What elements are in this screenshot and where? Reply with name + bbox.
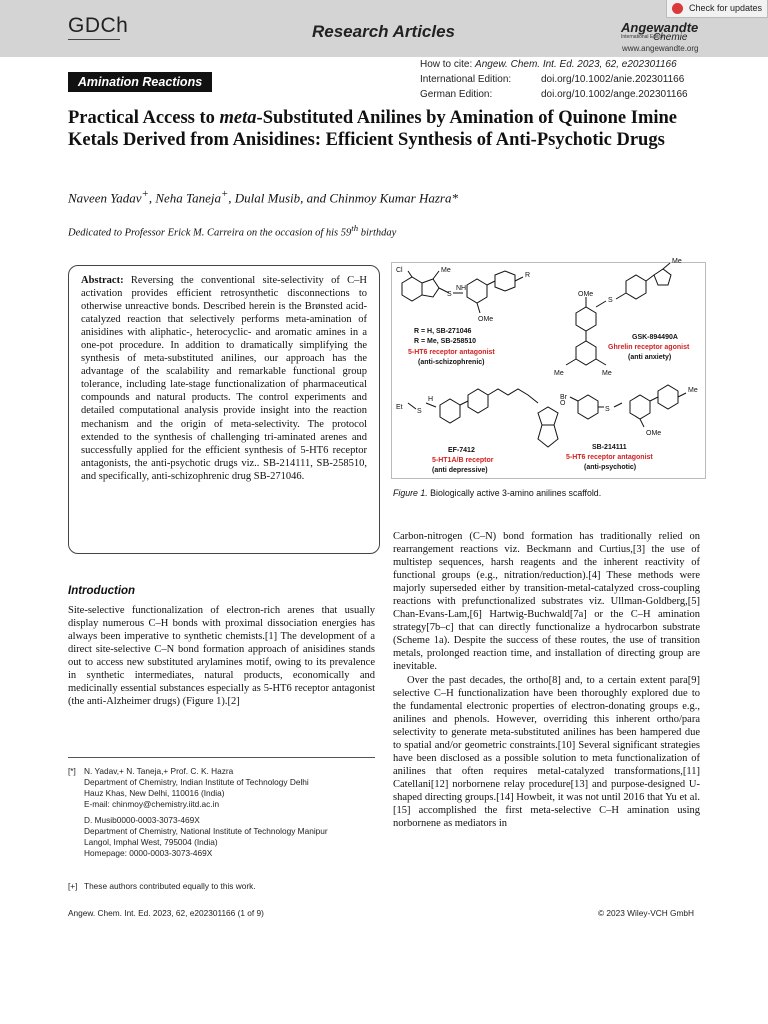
caption-text: Biologically active 3-amino anilines scaffold. (430, 488, 602, 498)
footer-copyright: © 2023 Wiley-VCH GmbH (598, 908, 695, 918)
footnote-line: D. Musib0000-0003-3073-469X (84, 815, 200, 825)
c1-line1: R = H, SB-271046 (414, 328, 472, 335)
c4-name: SB-214111 (592, 444, 627, 451)
atom-s-4: S (605, 406, 610, 413)
atom-me: Me (441, 267, 451, 274)
section-title: Research Articles (312, 22, 456, 41)
atom-s: S (447, 291, 452, 298)
right-column-text (393, 530, 700, 830)
author-list (68, 188, 458, 206)
atom-s-2: S (608, 297, 613, 304)
atom-me-3: Me (554, 370, 564, 377)
c4-class: (anti-psychotic) (584, 464, 637, 471)
footnote-line: Department of Chemistry, National Institute of Technology Manipur (84, 826, 328, 836)
footnote-affiliations (84, 766, 374, 859)
figure-1-structures (392, 258, 705, 478)
atom-br: Br (560, 394, 567, 401)
german-edition-doi[interactable]: doi.org/10.1002/ange.202301166 (541, 89, 688, 100)
right-paragraph-1: Carbon-nitrogen (C–N) bond formation has traditionally relied on rearrangement reactions viz. Beckmann and Curtius,[3] the use of multistep sequences, harsh reagents and the inherent reactivity of functional groups (e.g., nitration/reduction).[4] These methods were majorly superseded either by transition-metal-catalyzed cross-coupling reactions with prefunctionalized substrates viz. Ullman-Goldberg,[5] Chan-Evans-Lam,[6] Hartwig-Buchwald[7a] or the C–H amination strategy[7b–c] that can directly functionalize a hydrocarbon substrate (Scheme 1a). Despite the success of these routes, the use of transition metals, prolonged reaction time, and installation of directing group are inevitable. (393, 531, 700, 673)
german-edition-label: German Edition: (420, 89, 493, 100)
author-name[interactable]: Naveen Yadav (68, 190, 142, 206)
author-sep: , and (300, 190, 330, 206)
c3-activity: 5-HT1A/B receptor (432, 457, 494, 464)
journal-logo-sub: Chemie (653, 32, 688, 43)
c3-class: (anti depressive) (432, 467, 488, 474)
c2-class: (anti anxiety) (628, 354, 672, 361)
intro-paragraph-1: Site-selective functionalization of electron-rich arenes that usually display numerous C–H bonds with proximal dissociation energies has always been imperative to synthetic chemists.[1] The development of a direct site-selective C–N bond formation approach of anisidines stands out to access new substituted arylamines motif, owing to its prevalence in synthetic intermediates, natural products, economically and medicinally essential substances especially as 5-HT6 receptor antagonist (the anti-Alzheimer drugs) (Figure 1).[2] (68, 605, 375, 708)
atom-nh: NH (456, 285, 467, 292)
author-marker: * (451, 190, 458, 206)
c2-name: GSK-894490A (632, 334, 678, 341)
atom-me-2: Me (672, 258, 682, 265)
author-marker: + (141, 188, 149, 200)
check-for-updates-button[interactable] (666, 0, 768, 18)
footnote-line: Department of Chemistry, Indian Institute of Technology Delhi (84, 777, 309, 787)
c1-line2: R = Me, SB-258510 (414, 338, 477, 345)
author-sep: , (148, 190, 156, 206)
how-to-cite-value: Angew. Chem. Int. Ed. 2023, 62, e202301166 (475, 59, 677, 70)
journal-logo-edition: International Edition (621, 34, 666, 40)
abstract-label: Abstract: (81, 275, 124, 286)
dedication (68, 223, 396, 239)
intl-edition-label: International Edition: (420, 74, 512, 85)
how-to-cite-label: How to cite: (420, 59, 473, 70)
atom-h: H (428, 396, 434, 403)
c2-activity: Ghrelin receptor agonist (608, 344, 690, 351)
footnote-mark-1: [*] (68, 766, 76, 776)
c1-class: (anti-schizophrenic) (418, 359, 485, 366)
journal-url[interactable]: www.angewandte.org (622, 44, 699, 53)
author-name[interactable]: Chinmoy Kumar Hazra (329, 190, 452, 206)
gdch-logo-underline (68, 39, 120, 40)
c4-activity: 5-HT6 receptor antagonist (566, 454, 653, 461)
intl-edition-doi[interactable]: doi.org/10.1002/anie.202301166 (541, 74, 685, 85)
introduction-heading: Introduction (68, 585, 136, 597)
atom-me-4: Me (602, 370, 612, 377)
author-sep: , (228, 190, 235, 206)
footnote-mark-2: [+] (68, 881, 78, 891)
c1-activity: 5-HT6 receptor antagonist (408, 349, 495, 356)
title-italic: meta (219, 108, 257, 128)
right-paragraph-2: Over the past decades, the ortho[8] and, to a certain extent para[9] selective C–H functionalization have been thoroughly explored due to the fundamental electronic properties of electron-donating groups e.g., anilines and phenols. However, overriding this inherent ortho/para selectivity to generate meta-substituted anilines has been hampered due to spatial and/or geometric constraints.[10] Several significant strategies have been disclosed as a possible solution to meta functionalization of anilines that often requires metal-catalyzed transformations,[11] Catellani[12] norbornene relay procedure[13] and purpose-designed U-shaped directing groups.[14] Howbeit, it was not until 2016 that Yu et al.[15] accomplished the first meta-selective C–H amination using norbornene as mediators in (393, 674, 700, 830)
how-to-cite (420, 59, 677, 70)
footer-citation: Angew. Chem. Int. Ed. 2023, 62, e202301166 (1 of 9) (68, 908, 264, 918)
left-column-text (68, 604, 375, 708)
figure-1 (391, 258, 706, 479)
author-name[interactable]: Neha Taneja (155, 190, 221, 206)
footnote-line: N. Yadav,+ N. Taneja,+ Prof. C. K. Hazra (84, 766, 234, 776)
atom-ome: OMe (478, 316, 494, 323)
footnote-divider (68, 757, 375, 758)
atom-et: Et (396, 404, 403, 411)
author-marker: + (220, 188, 229, 200)
atom-cl: Cl (396, 267, 403, 274)
atom-me-5: Me (688, 387, 698, 394)
dedication-sup: th (351, 223, 359, 233)
article-title (68, 107, 708, 151)
dedication-text: Dedicated to Professor Erick M. Carreira on the occasion of his 59 (68, 227, 352, 239)
atom-r: R (525, 272, 531, 279)
check-updates-icon (672, 3, 683, 14)
atom-ome-3: OMe (646, 430, 662, 437)
footnote-homepage[interactable]: Homepage: 0000-0003-3073-469X (84, 848, 213, 858)
title-part1: Practical Access to (68, 108, 220, 128)
figure-1-caption (393, 488, 601, 498)
gdch-logo: GDCh (68, 14, 129, 37)
title-part2: -Substituted Anilines by Amination of Quinone Imine Ketals Derived from Anisidines: Efficient Synthesis of Anti-Psychotic Drugs (68, 108, 678, 150)
caption-label: Figure 1. (393, 488, 428, 498)
atom-s-3: S (417, 408, 422, 415)
footnote-equal-contribution: These authors contributed equally to this work. (84, 881, 256, 891)
abstract-box (68, 265, 380, 554)
article-type-tag: Amination Reactions (68, 72, 212, 92)
check-updates-label: Check for updates (689, 3, 763, 13)
footnote-line: Langol, Imphal West, 795004 (India) (84, 837, 218, 847)
journal-logo-name: Angewandte (621, 20, 699, 35)
abstract-text: Reversing the conventional site-selectivity of C–H activation provides efficient retrosynthetic disconnections to otherwise unreactive bonds. Described herein is the Brønsted acid-catalyzed reaction that selectively performs meta-amination of anisidines with aliphatic-, heterocyclic- and aromatic amines in a one-pot procedure. In addition to dramatically simplifying the synthesis of meta-substituted anilines, our approach has the advantage of the scalability and remarkable functional group tolerance, including late-stage functionalization of pharmaceutical compounds and natural products. The control experiments and detailed computational analysis provide insight into the reaction mechanism and the origin of meta-selectivity. The protocol extended to the synthesis of challenging tri-aminated arenes and successfully applied for the efficient synthesis of 5-HT6 receptor antagonists, the anti-psychotic drugs viz.. SB-214111, SB-258510, and specifically, anti-schizophrenic drug SB-271046. (81, 275, 367, 482)
atom-ome-2: OMe (578, 291, 594, 298)
author-name[interactable]: Dulal Musib (234, 190, 301, 206)
atom-o: O (560, 400, 566, 407)
c3-name: EF-7412 (448, 447, 475, 454)
footnote-line: Hauz Khas, New Delhi, 110016 (India) (84, 788, 225, 798)
footnote-email[interactable]: E-mail: chinmoy@chemistry.iitd.ac.in (84, 799, 220, 809)
dedication-end: birthday (358, 227, 397, 239)
